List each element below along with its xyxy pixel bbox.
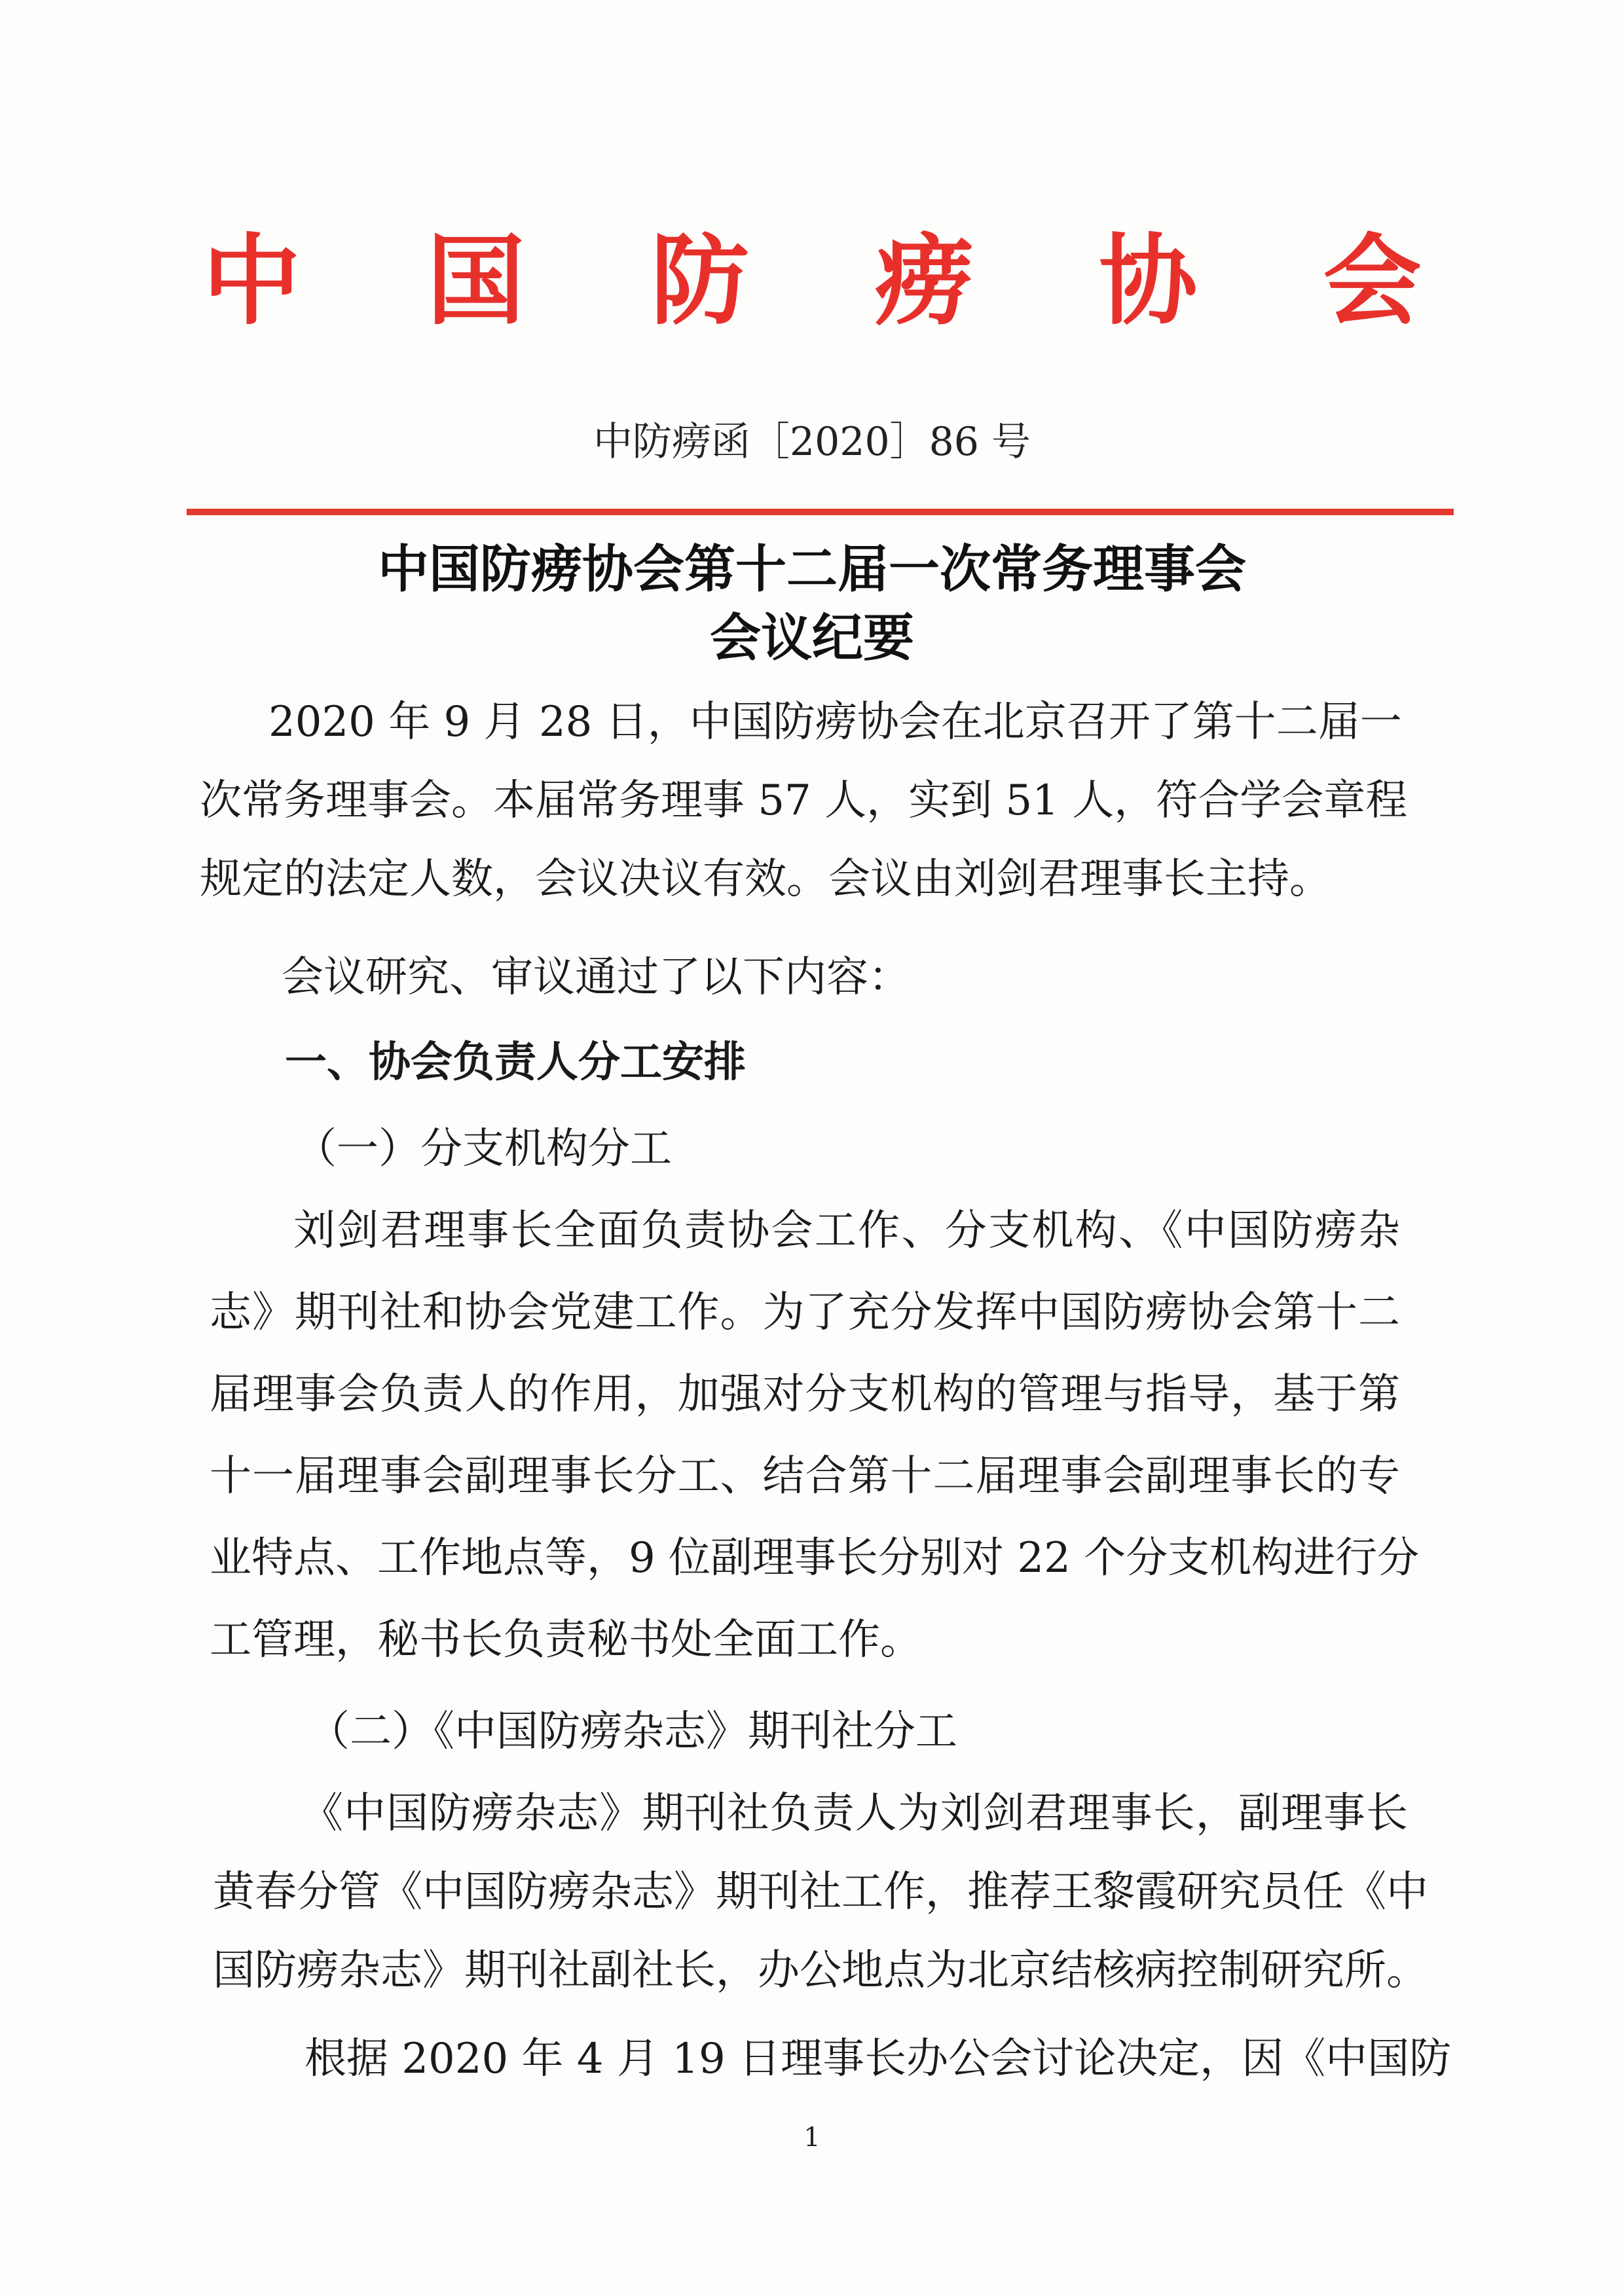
body-line: 《中国防痨杂志》期刊社负责人为刘剑君理事长，副理事长 [301, 1789, 1408, 1838]
page-number: 1 [803, 2123, 821, 2153]
body-line: 业特点、工作地点等，9 位副理事长分别对 22 个分支机构进行分 [210, 1534, 1420, 1582]
body-line: 工管理，秘书长负责秘书处全面工作。 [210, 1616, 922, 1664]
body-line: 次常务理事会。本届常务理事 57 人，实到 51 人，符合学会章程 [200, 776, 1408, 825]
organization-letterhead: 中 国 防 痨 协 会 [202, 225, 1467, 338]
body-line: 届理事会负责人的作用，加强对分支机构的管理与指导，基于第 [210, 1370, 1400, 1419]
body-line: 刘剑君理事长全面负责协会工作、分支机构、《中国防痨杂 [293, 1207, 1400, 1255]
body-line: 根据 2020 年 4 月 19 日理事长办公会讨论决定，因《中国防 [304, 2035, 1452, 2083]
section-heading: 一、协会负责人分工安排 [285, 1038, 746, 1087]
body-line: 会议研究、审议通过了以下内容： [282, 953, 910, 1002]
body-line: 志》期刊社和协会党建工作。为了充分发挥中国防痨协会第十二 [210, 1288, 1400, 1337]
body-line: 十一届理事会副理事长分工、结合第十二届理事会副理事长的专 [210, 1452, 1400, 1501]
document-title-line-2: 会议纪要 [709, 609, 914, 668]
body-line: 国防痨杂志》期刊社副社长，办公地点为北京结核病控制研究所。 [213, 1946, 1428, 1995]
body-line: 2020 年 9 月 28 日，中国防痨协会在北京召开了第十二届一 [268, 698, 1402, 746]
letterhead-red-rule [187, 509, 1454, 515]
body-line: 规定的法定人数，会议决议有效。会议由刘剑君理事长主持。 [200, 855, 1331, 903]
document-title-line-1: 中国防痨协会第十二届一次常务理事会 [377, 540, 1246, 599]
document-number: 中防痨函［2020］86 号 [593, 419, 1031, 465]
subsection-heading: （二）《中国防痨杂志》期刊社分工 [308, 1707, 957, 1756]
subsection-heading: （一）分支机构分工 [295, 1125, 672, 1173]
body-line: 黄春分管《中国防痨杂志》期刊社工作，推荐王黎霞研究员任《中 [213, 1868, 1428, 1916]
